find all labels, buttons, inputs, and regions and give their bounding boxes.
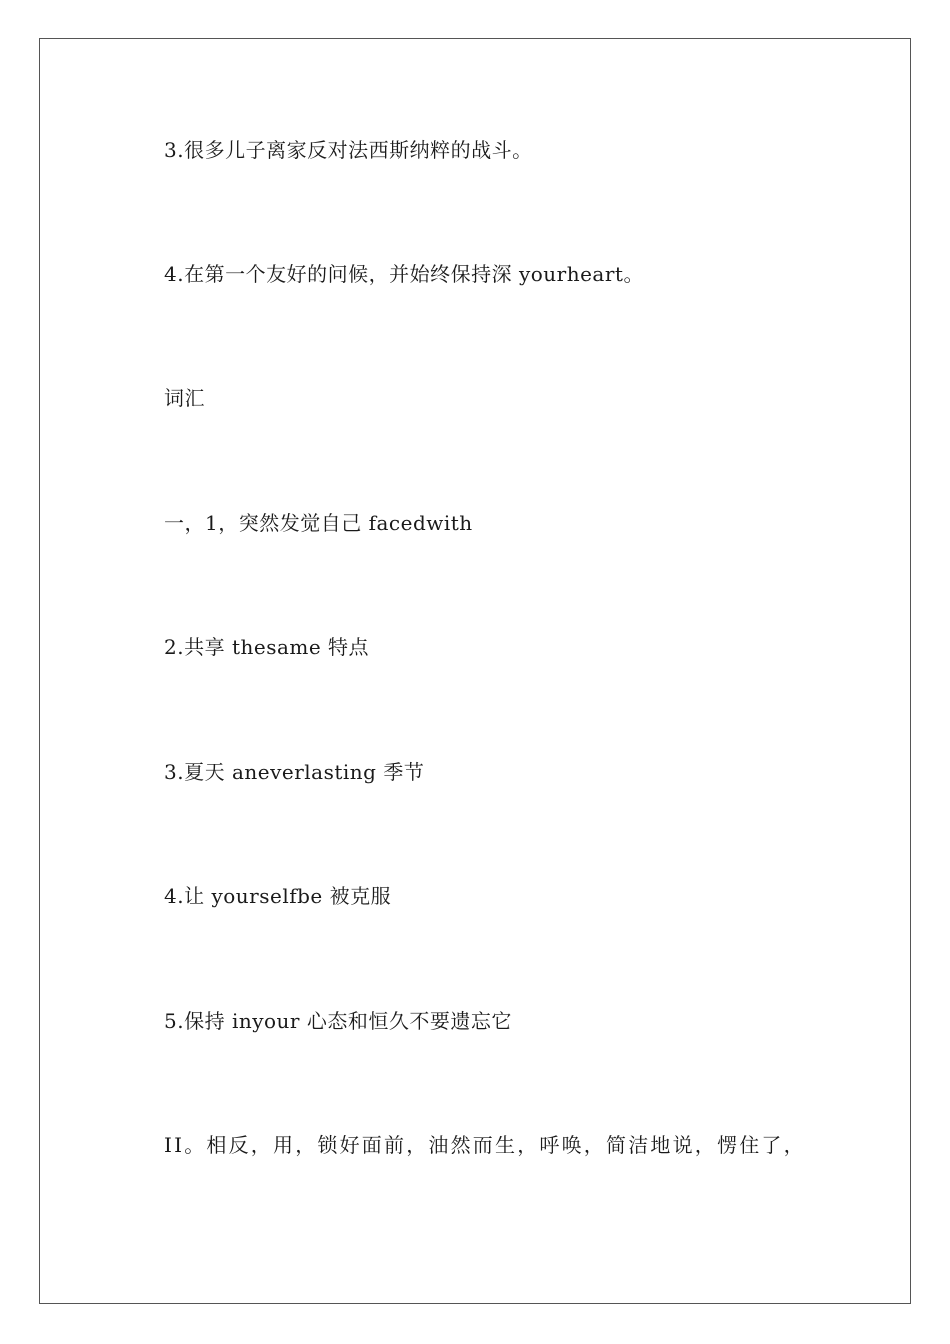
section-heading-vocabulary: 词汇 bbox=[164, 386, 205, 410]
sentence-4: 4.在第一个友好的问候，并始终保持深 yourheart。 bbox=[164, 262, 644, 286]
section-ii-word-list: II。相反，用，锁好面前，油然而生，呼唤，简洁地说，愣住了， bbox=[164, 1133, 806, 1157]
vocab-item-2: 2.共享 thesame 特点 bbox=[164, 635, 370, 659]
vocab-item-3: 3.夏天 aneverlasting 季节 bbox=[164, 760, 425, 784]
vocab-item-4: 4.让 yourselfbe 被克服 bbox=[164, 884, 392, 908]
page-frame bbox=[39, 38, 911, 1304]
sentence-3: 3.很多儿子离家反对法西斯纳粹的战斗。 bbox=[164, 138, 533, 162]
vocab-item-1: 一，1，突然发觉自己 facedwith bbox=[164, 511, 473, 535]
vocab-item-5: 5.保持 inyour 心态和恒久不要遗忘它 bbox=[164, 1009, 512, 1033]
